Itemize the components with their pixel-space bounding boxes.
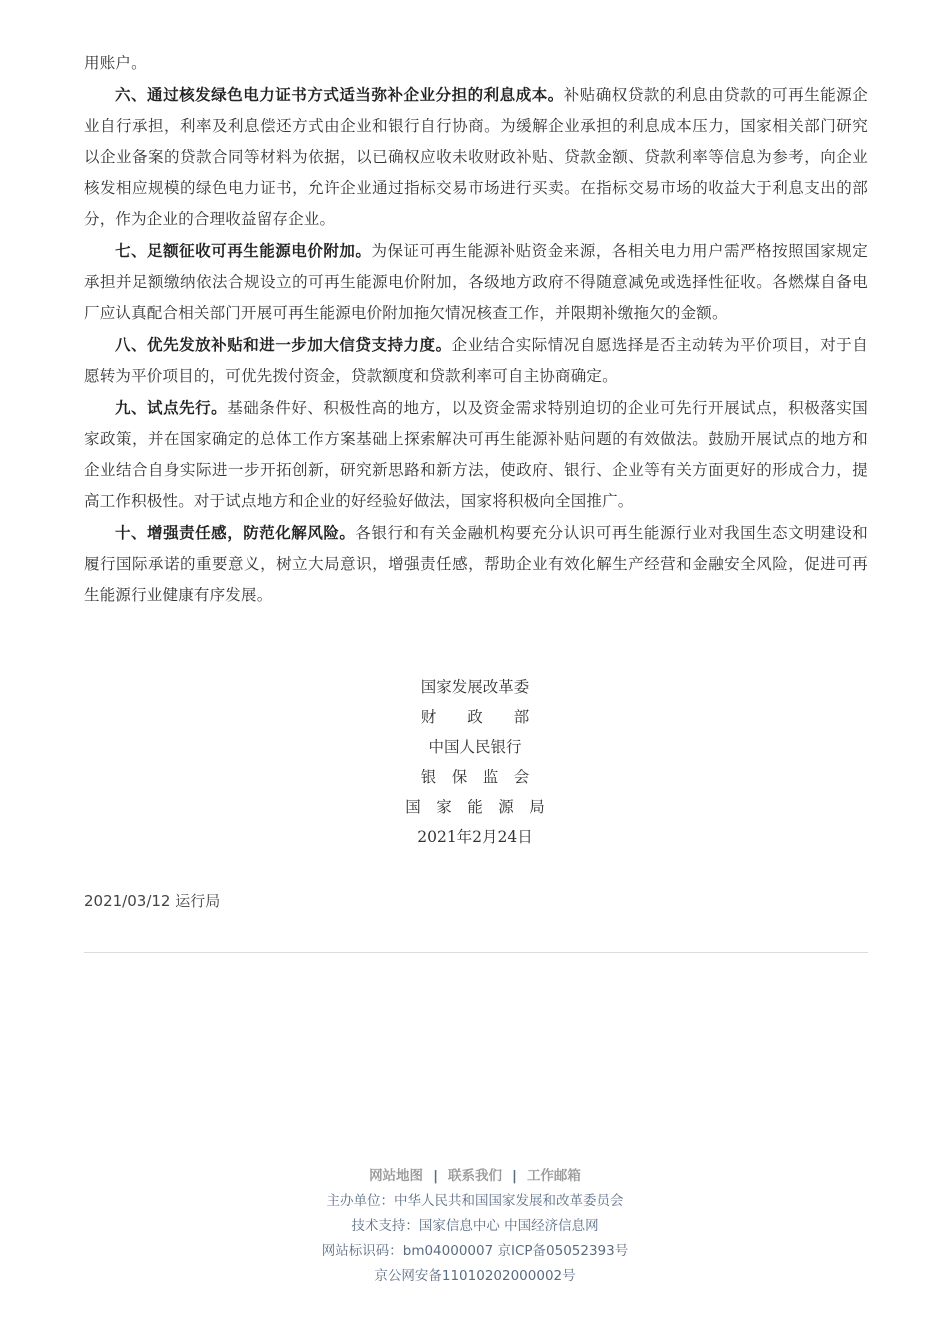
footer-links (0, 1164, 950, 1189)
lead-fragment: 用账户。 (84, 54, 147, 72)
signatory: 国家发展改革委 (420, 678, 530, 696)
section-6-heading: 六、通过核发绿色电力证书方式适当弥补企业分担的利息成本。 (115, 85, 564, 104)
section-10-heading: 十、增强责任感，防范化解风险。 (115, 523, 356, 542)
footer-link-sitemap[interactable]: 网站地图 (369, 1168, 424, 1184)
signatory: 中国人民银行 (428, 738, 522, 756)
signed-date: 2021年2月24日 (417, 828, 533, 846)
section-9-body: 基础条件好、积极性高的地方，以及资金需求特别迫切的企业可先行开展试点，积极落实国家政策，并在国家确定的总体工作方案基础上探索解决可再生能源补贴问题的有效做法。鼓励开展试点的地方和企业结合自身实际进一步开拓创新，研究新思路和新方法，使政府、银行、企业等有关方面更好的形成合力，提高工作积极性。对于试点地方和企业的好经验好做法，国家将积极向全国推广。 (84, 399, 868, 510)
section-8-body: 企业结合实际情况自愿选择是否主动转为平价项目，对于自愿转为平价项目的，可优先拨付资金，贷款额度和贷款利率可自主协商确定。 (84, 336, 868, 385)
section-8-heading: 八、优先发放补贴和进一步加大信贷支持力度。 (115, 335, 452, 354)
section-9-heading: 九、试点先行。 (115, 398, 228, 417)
footer-host: 主办单位：中华人民共和国国家发展和改革委员会 (326, 1193, 624, 1209)
section-7-body: 为保证可再生能源补贴资金来源，各相关电力用户需严格按照国家规定承担并足额缴纳依法合规设立的可再生能源电价附加，各级地方政府不得随意减免或选择性征收。各燃煤自备电厂应认真配合相关部门开展可再生能源电价附加拖欠情况核查工作，并限期补缴拖欠的金额。 (84, 242, 868, 322)
signatory: 国 家 能 源 局 (405, 798, 545, 816)
footer-tech: 技术支持：国家信息中心 中国经济信息网 (351, 1218, 599, 1234)
signatory: 银 保 监 会 (420, 768, 530, 786)
section-10-body: 各银行和有关金融机构要充分认识可再生能源行业对我国生态文明建设和履行国际承诺的重要意义，树立大局意识，增强责任感，帮助企业有效化解生产经营和金融安全风险，促进可再生能源行业健康有序发展。 (84, 524, 868, 604)
signature-block (0, 672, 950, 852)
article-body (84, 48, 868, 611)
footer-site-id: 网站标识码：bm04000007 京ICP备05052393号 (321, 1243, 629, 1259)
footer-police: 京公网安备11010202000002号 (374, 1268, 576, 1284)
signatory: 财 政 部 (420, 708, 530, 726)
section-7-heading: 七、足额征收可再生能源电价附加。 (115, 241, 372, 260)
divider (84, 952, 868, 953)
section-6 (84, 79, 868, 235)
footer-separator: | (433, 1168, 438, 1184)
section-9 (84, 392, 868, 517)
footer-link-mail[interactable]: 工作邮箱 (526, 1168, 581, 1184)
section-10 (84, 517, 868, 611)
section-8 (84, 329, 868, 392)
footer-separator: | (512, 1168, 517, 1184)
section-6-body: 补贴确权贷款的利息由贷款的可再生能源企业自行承担，利率及利息偿还方式由企业和银行自行协商。为缓解企业承担的利息成本压力，国家相关部门研究以企业备案的贷款合同等材料为依据，以已确权应收未收财政补贴、贷款金额、贷款利率等信息为参考，向企业核发相应规模的绿色电力证书，允许企业通过指标交易市场进行买卖。在指标交易市场的收益大于利息支出的部分，作为企业的合理收益留存企业。 (84, 86, 868, 228)
section-7 (84, 235, 868, 329)
footer-link-contact[interactable]: 联系我们 (448, 1168, 502, 1184)
site-footer (0, 1164, 950, 1289)
publish-meta: 2021/03/12 运行局 (84, 892, 221, 910)
